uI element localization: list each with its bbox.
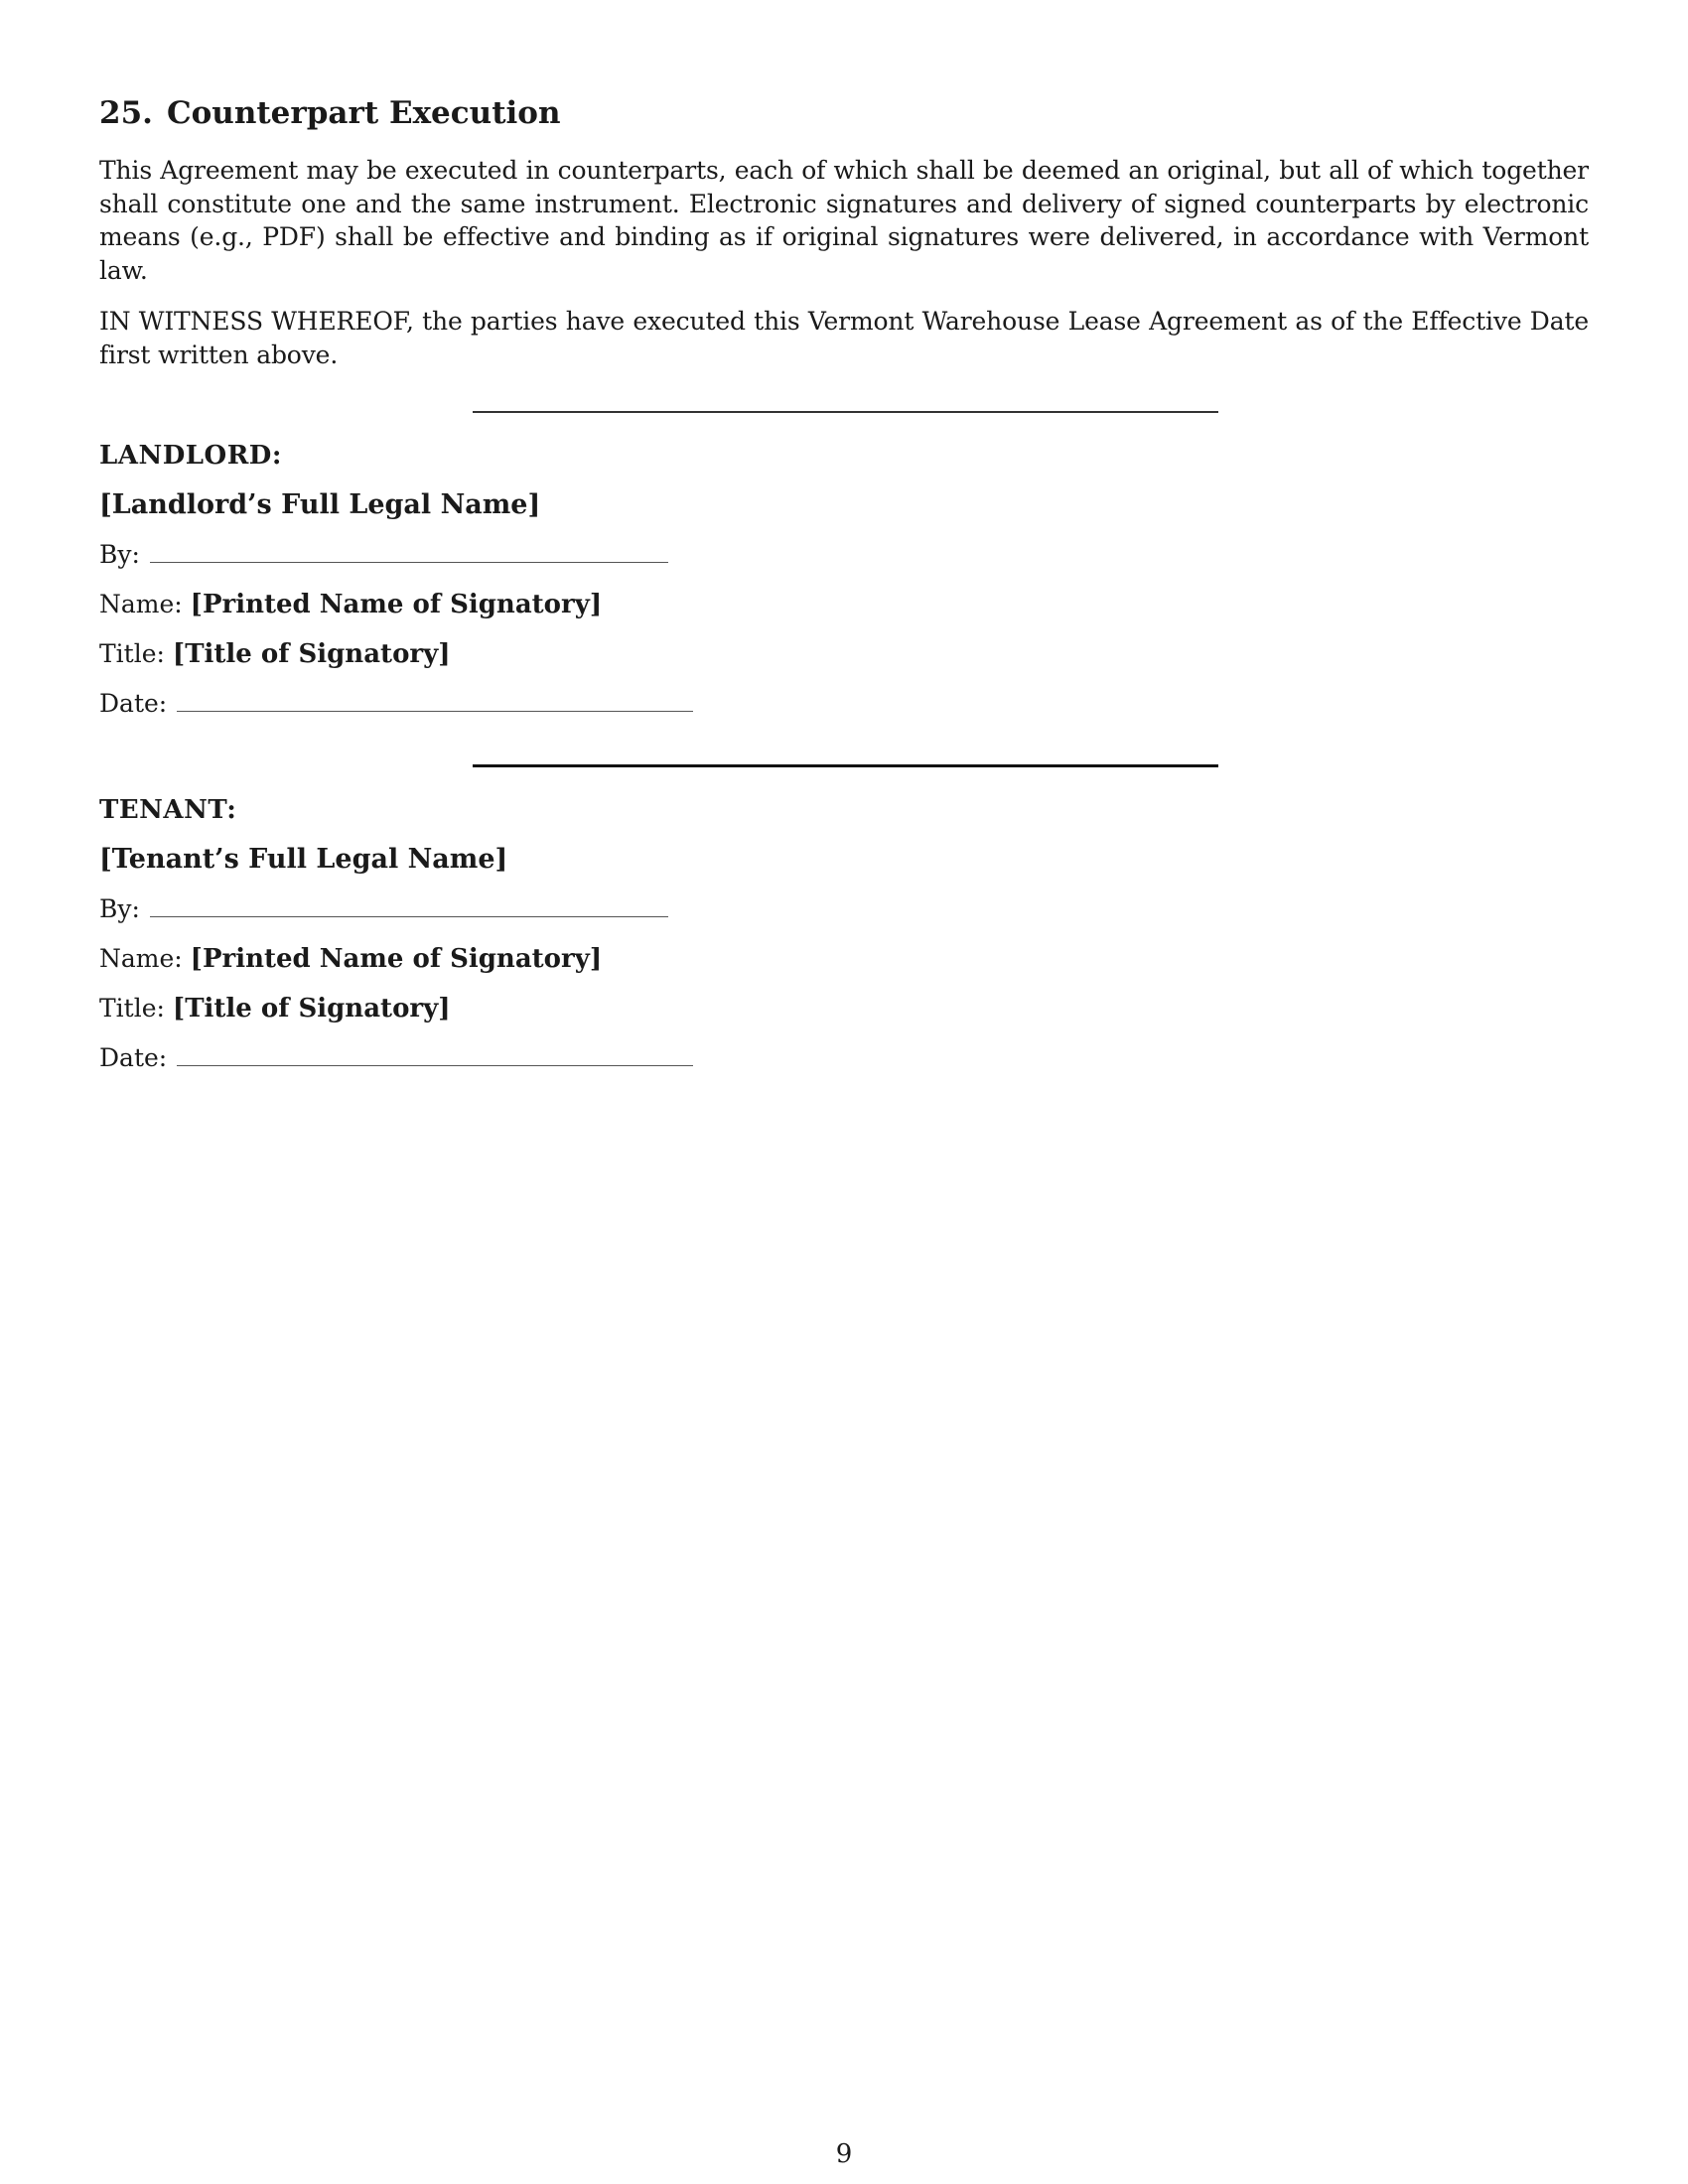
tenant-by-line bbox=[99, 892, 1589, 926]
tenant-printed-name-line bbox=[99, 942, 1589, 976]
landlord-date-label: Date: bbox=[99, 689, 168, 719]
landlord-by-line bbox=[99, 538, 1589, 572]
divider-rule bbox=[473, 764, 1218, 767]
page-number: 9 bbox=[835, 2139, 853, 2169]
tenant-title-line bbox=[99, 992, 1589, 1025]
landlord-legal-name: [Landlord’s Full Legal Name] bbox=[99, 489, 541, 521]
tenant-name-label: Name: bbox=[99, 944, 183, 974]
tenant-legal-name: [Tenant’s Full Legal Name] bbox=[99, 844, 508, 876]
document-page bbox=[99, 95, 1589, 1075]
landlord-signature-field[interactable] bbox=[150, 561, 668, 563]
landlord-name-line bbox=[99, 488, 1589, 522]
tenant-date-field[interactable] bbox=[177, 1064, 693, 1066]
section-heading bbox=[99, 95, 1589, 132]
landlord-label: LANDLORD: bbox=[99, 441, 282, 472]
landlord-title-line bbox=[99, 637, 1589, 671]
landlord-signature-block bbox=[99, 439, 1589, 721]
divider-rule bbox=[473, 411, 1218, 413]
tenant-title-label: Title: bbox=[99, 994, 165, 1024]
landlord-date-line bbox=[99, 687, 1589, 721]
tenant-date-line bbox=[99, 1041, 1589, 1075]
landlord-name-label: Name: bbox=[99, 590, 183, 619]
landlord-title-value: [Title of Signatory] bbox=[172, 639, 451, 670]
landlord-date-field[interactable] bbox=[177, 710, 693, 712]
witness-paragraph: IN WITNESS WHEREOF, the parties have executed this Vermont Warehouse Lease Agreement as of the Effective Date first written above. bbox=[99, 307, 1589, 369]
tenant-by-label: By: bbox=[99, 894, 140, 924]
landlord-by-label: By: bbox=[99, 540, 140, 570]
tenant-name-line bbox=[99, 843, 1589, 877]
tenant-label: TENANT: bbox=[99, 795, 237, 826]
landlord-printed-name: [Printed Name of Signatory] bbox=[190, 590, 603, 620]
section-title: Counterpart Execution bbox=[166, 95, 561, 131]
landlord-printed-name-line bbox=[99, 588, 1589, 621]
tenant-signature-field[interactable] bbox=[150, 915, 668, 917]
counterparts-paragraph: This Agreement may be executed in counterparts, each of which shall be deemed an original, but all of which together shall constitute one and the same instrument. Electronic signatures and delivery of signed counterparts by electronic means (e.g., PDF) shall be effective and binding as if original signatures were delivered, in accordance with Vermont law. bbox=[99, 156, 1589, 285]
tenant-printed-name: [Printed Name of Signatory] bbox=[190, 944, 603, 975]
tenant-date-label: Date: bbox=[99, 1043, 168, 1073]
tenant-signature-block bbox=[99, 793, 1589, 1075]
landlord-title-label: Title: bbox=[99, 639, 165, 669]
tenant-title-value: [Title of Signatory] bbox=[172, 994, 451, 1024]
section-number: 25. bbox=[99, 95, 153, 131]
